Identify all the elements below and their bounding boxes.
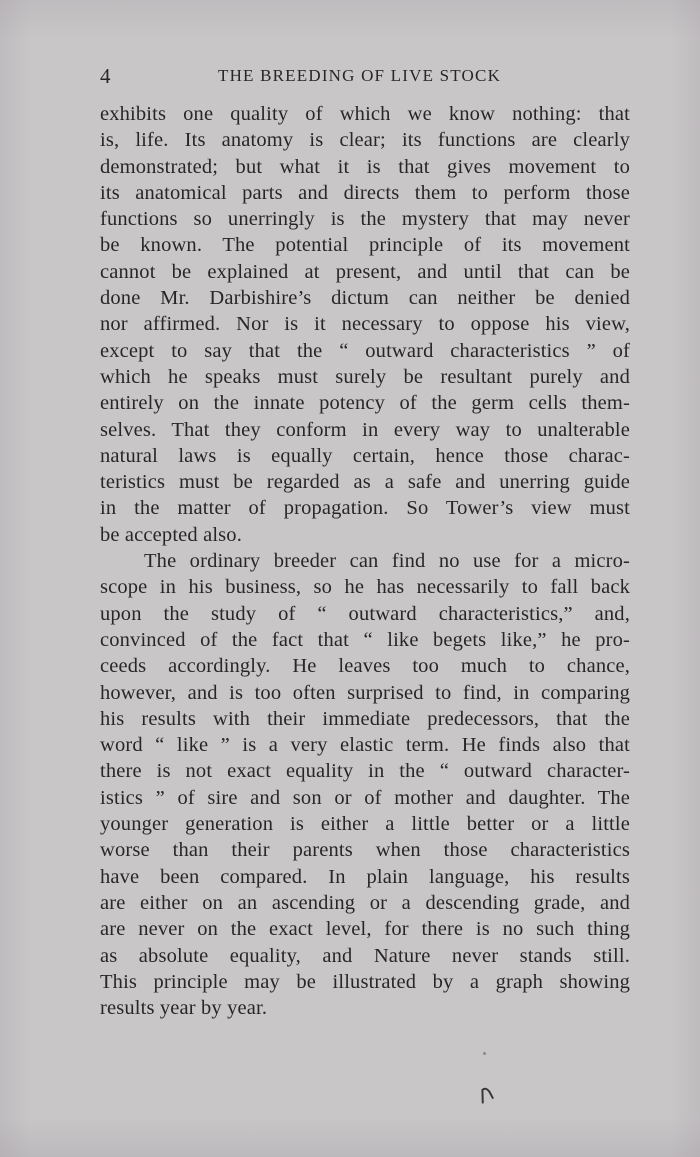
text-line: there is not exact equality in the “ outward character- <box>100 760 630 783</box>
running-title: THE BREEDING OF LIVE STOCK <box>218 66 502 85</box>
text-line: in the matter of propagation. So Tower’s view must <box>100 497 630 520</box>
text-line: however, and is too often surprised to find, in comparing <box>100 681 630 704</box>
text-line: word “ like ” is a very elastic term. He finds also that <box>100 734 630 757</box>
text-line: entirely on the innate potency of the germ cells them- <box>100 392 630 415</box>
text-line: be known. The potential principle of its movement <box>100 234 630 257</box>
text-line: ceeds accordingly. He leaves too much to chance, <box>100 655 630 678</box>
text-line: istics ” of sire and son or of mother and daughter. The <box>100 786 630 809</box>
text-line: be accepted also. <box>100 523 242 546</box>
pencil-mark-icon <box>475 1083 496 1105</box>
ink-speck <box>483 1052 486 1055</box>
text-line: is, life. Its anatomy is clear; its functions are clearly <box>100 129 630 152</box>
text-line: are either on an ascending or a descending grade, and <box>100 891 630 914</box>
text-line: which he speaks must surely be resultant purely and <box>100 365 630 388</box>
page-number: 4 <box>100 64 112 88</box>
text-line: This principle may be illustrated by a graph showing <box>100 970 630 993</box>
text-line: except to say that the “ outward characteristics ” of <box>100 339 630 362</box>
text-line: functions so unerringly is the mystery that may never <box>100 208 630 231</box>
body-text <box>100 101 630 1021</box>
text-line: upon the study of “ outward characteristics,” and, <box>100 602 630 625</box>
text-line: results year by year. <box>100 997 268 1020</box>
text-line: younger generation is either a little better or a little <box>100 813 630 836</box>
running-head <box>100 64 630 90</box>
text-line: are never on the exact level, for there is no such thing <box>100 918 630 941</box>
text-line: demonstrated; but what it is that gives movement to <box>100 155 630 178</box>
text-line: natural laws is equally certain, hence those charac- <box>100 444 630 467</box>
text-line: have been compared. In plain language, his results <box>100 865 630 888</box>
text-line: exhibits one quality of which we know nothing: that <box>100 103 630 125</box>
text-line: teristics must be regarded as a safe and unerring guide <box>100 471 630 494</box>
paragraph-1 <box>100 101 630 548</box>
text-line: cannot be explained at present, and until that can be <box>100 260 630 283</box>
text-line: as absolute equality, and Nature never stands still. <box>100 944 630 967</box>
text-line: worse than their parents when those characteristics <box>100 839 630 862</box>
text-line: convinced of the fact that “ like begets like,” he pro- <box>100 628 630 651</box>
text-line: done Mr. Darbishire’s dictum can neither be denied <box>100 287 630 310</box>
text-line: his results with their immediate predecessors, that the <box>100 707 630 730</box>
paragraph-2 <box>100 548 630 1021</box>
text-line: scope in his business, so he has necessarily to fall back <box>100 576 630 599</box>
text-line: nor affirmed. Nor is it necessary to oppose his view, <box>100 313 630 336</box>
text-line: selves. That they conform in every way to unalterable <box>100 418 630 441</box>
text-line: its anatomical parts and directs them to perform those <box>100 181 630 204</box>
text-line: The ordinary breeder can find no use for a micro- <box>144 550 630 573</box>
